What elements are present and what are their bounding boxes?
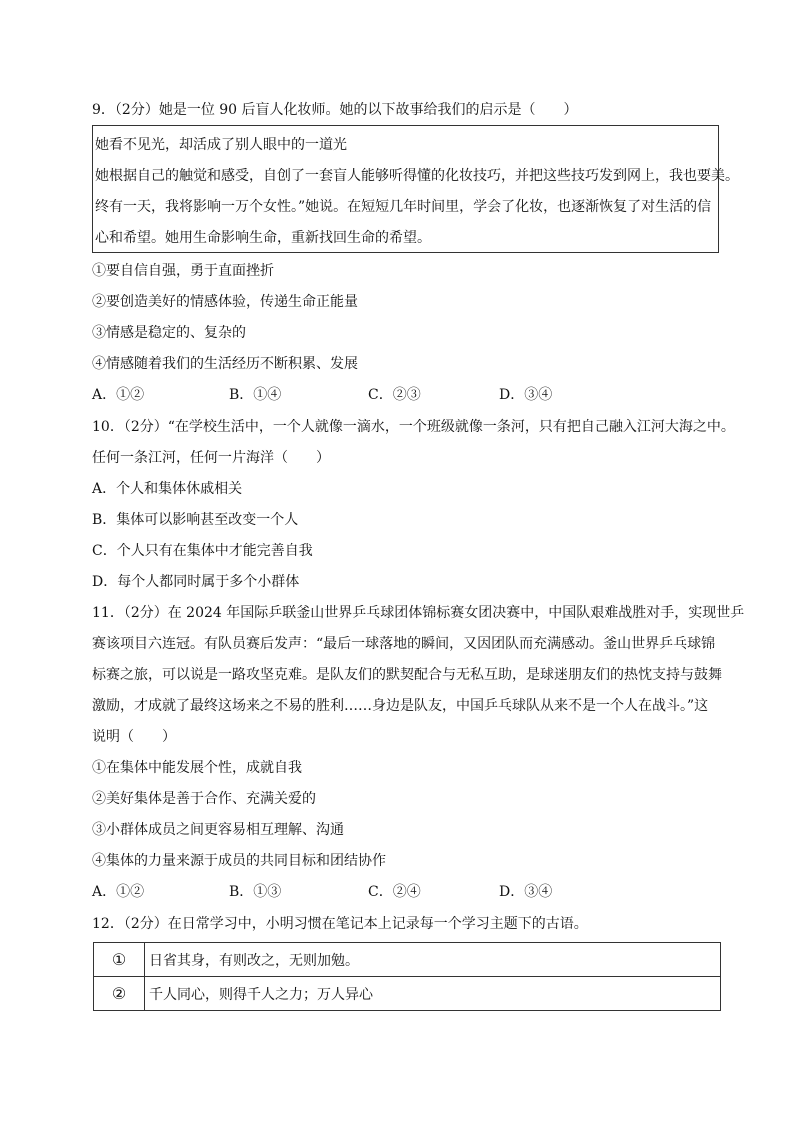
q11-stem: 11．（2分）在 2024 年国际乒联釜山世界乒乓球团体锦标赛女团决赛中，中国队艰难战胜对手，实现世乒: [92, 605, 745, 621]
q11-stem-cont: 赛该项目六连冠。有队员赛后发声：“最后一球落地的瞬间，又因团队而充满感动。釜山世界乒乓球锦: [92, 636, 716, 652]
proverb-text: 千人同心，则得千人之力；万人异心: [145, 977, 721, 1011]
q10-option-b[interactable]: B．集体可以影响甚至改变一个人: [92, 512, 299, 528]
row-number: ①: [94, 943, 145, 977]
q11-statement: ①在集体中能发展个性，成就自我: [92, 760, 302, 776]
q10-stem: 10．（2分）“在学校生活中，一个人就像一滴水，一个班级就像一条河，只有把自己融入江河大海之中。: [92, 419, 735, 435]
q9-choice-a[interactable]: A．①②: [92, 387, 145, 403]
q9-stem: 9．（2分）她是一位 90 后盲人化妆师。她的以下故事给我们的启示是（ ）: [92, 102, 578, 118]
q11-statement: ②美好集体是善于合作、充满关爱的: [92, 791, 316, 807]
q11-stem-cont: 说明（ ）: [92, 729, 176, 745]
q9-choices: [92, 385, 652, 405]
q9-story-line: 她根据自己的触觉和感受，自创了一套盲人能够听得懂的化妆技巧，并把这些技巧发到网上，我也要美。: [95, 168, 739, 184]
q12-proverb-table: [93, 942, 721, 1011]
q9-story-box: [92, 125, 739, 253]
q11-statement: ③小群体成员之间更容易相互理解、沟通: [92, 822, 344, 838]
q9-story-line: 心和希望。她用生命影响生命，重新找回生命的希望。: [95, 230, 431, 246]
q11-stem-cont: 标赛之旅，可以说是一路攻坚克难。是队友们的默契配合与无私互助，是球迷朋友们的热忱支持与鼓舞: [92, 667, 722, 683]
q9-story-line: 终有一天，我将影响一万个女性。”她说。在短短几年时间里，学会了化妆，也逐渐恢复了对生活的信: [95, 199, 712, 215]
q11-choice-c[interactable]: C．②④: [368, 884, 421, 900]
q9-statement: ②要创造美好的情感体验，传递生命正能量: [92, 294, 358, 310]
row-number: ②: [94, 977, 145, 1011]
table-row: [94, 977, 721, 1011]
q12-stem: 12．（2分）在日常学习中，小明习惯在笔记本上记录每一个学习主题下的古语。: [92, 916, 588, 932]
q11-choices: [92, 882, 652, 902]
q9-choice-b[interactable]: B．①④: [229, 387, 282, 403]
table-row: [94, 943, 721, 977]
q10-option-a[interactable]: A．个人和集体休戚相关: [92, 481, 243, 497]
q9-statement: ④情感随着我们的生活经历不断积累、发展: [92, 356, 358, 372]
q9-statement: ①要自信自强，勇于直面挫折: [92, 263, 274, 279]
q10-option-d[interactable]: D．每个人都同时属于多个小群体: [92, 574, 300, 590]
proverb-text: 日省其身，有则改之，无则加勉。: [145, 943, 721, 977]
q9-choice-d[interactable]: D．③④: [499, 387, 553, 403]
q9-choice-c[interactable]: C．②③: [368, 387, 421, 403]
q9-story-line: 她看不见光，却活成了别人眼中的一道光: [95, 137, 347, 153]
q11-statement: ④集体的力量来源于成员的共同目标和团结协作: [92, 853, 386, 869]
q11-choice-a[interactable]: A．①②: [92, 884, 145, 900]
q10-stem-cont: 任何一条江河，任何一片海洋（ ）: [92, 450, 330, 466]
q11-choice-d[interactable]: D．③④: [499, 884, 553, 900]
q11-choice-b[interactable]: B．①③: [229, 884, 282, 900]
q11-stem-cont: 激励，才成就了最终这场来之不易的胜利……身边是队友，中国乒乓球队从来不是一个人在战斗。”这: [92, 698, 709, 714]
q10-option-c[interactable]: C．个人只有在集体中才能完善自我: [92, 543, 313, 559]
q9-statement: ③情感是稳定的、复杂的: [92, 325, 246, 341]
